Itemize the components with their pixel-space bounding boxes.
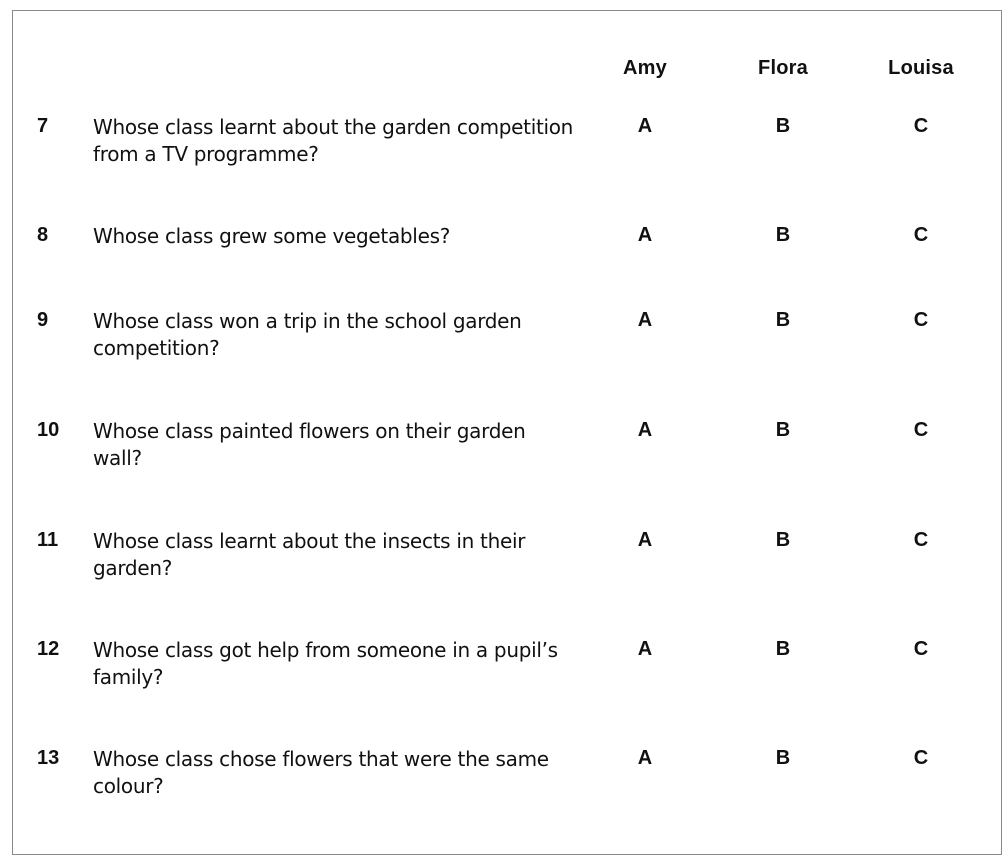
question-text-line: Whose class chose flowers that were the same — [93, 747, 549, 771]
question-text-line: Whose class painted flowers on their garden — [93, 419, 526, 443]
option-b[interactable]: B — [775, 529, 791, 551]
option-a[interactable]: A — [637, 747, 653, 769]
question-text-line: Whose class won a trip in the school garden — [93, 309, 522, 333]
option-c[interactable]: C — [913, 419, 929, 441]
option-b[interactable]: B — [775, 747, 791, 769]
column-header-row — [13, 11, 1001, 91]
question-text-line: Whose class grew some vegetables? — [93, 224, 451, 248]
question-number: 10 — [37, 419, 60, 441]
question-text-line: Whose class got help from someone in a pupil’s — [93, 638, 558, 662]
question-text — [93, 114, 593, 168]
option-b[interactable]: B — [775, 115, 791, 137]
option-c[interactable]: C — [913, 529, 929, 551]
question-sheet — [12, 10, 1002, 855]
question-number: 11 — [37, 529, 59, 551]
question-text — [93, 746, 593, 800]
question-number: 7 — [37, 115, 49, 137]
option-c[interactable]: C — [913, 115, 929, 137]
option-c[interactable]: C — [913, 638, 929, 660]
question-number: 8 — [37, 224, 49, 246]
option-b[interactable]: B — [775, 419, 791, 441]
option-c[interactable]: C — [913, 747, 929, 769]
question-text-line: Whose class learnt about the insects in their — [93, 529, 526, 553]
question-text-line: Whose class learnt about the garden competition — [93, 115, 574, 139]
question-number: 12 — [37, 638, 60, 660]
question-text-line: wall? — [93, 446, 142, 470]
column-header-louisa: Louisa — [888, 57, 954, 79]
column-header-amy: Amy — [623, 57, 667, 79]
option-b[interactable]: B — [775, 638, 791, 660]
option-c[interactable]: C — [913, 224, 929, 246]
option-a[interactable]: A — [637, 309, 653, 331]
question-text-line: competition? — [93, 336, 220, 360]
option-a[interactable]: A — [637, 638, 653, 660]
option-b[interactable]: B — [775, 224, 791, 246]
option-a[interactable]: A — [637, 224, 653, 246]
question-text-line: garden? — [93, 556, 173, 580]
question-number: 13 — [37, 747, 60, 769]
question-text — [93, 528, 593, 582]
question-text — [93, 418, 593, 472]
option-a[interactable]: A — [637, 419, 653, 441]
question-text-line: colour? — [93, 774, 164, 798]
question-text — [93, 223, 593, 250]
question-text-line: family? — [93, 665, 164, 689]
question-number: 9 — [37, 309, 49, 331]
option-b[interactable]: B — [775, 309, 791, 331]
question-text — [93, 637, 593, 691]
column-header-flora: Flora — [758, 57, 808, 79]
option-a[interactable]: A — [637, 115, 653, 137]
option-a[interactable]: A — [637, 529, 653, 551]
option-c[interactable]: C — [913, 309, 929, 331]
question-text-line: from a TV programme? — [93, 142, 319, 166]
question-text — [93, 308, 593, 362]
